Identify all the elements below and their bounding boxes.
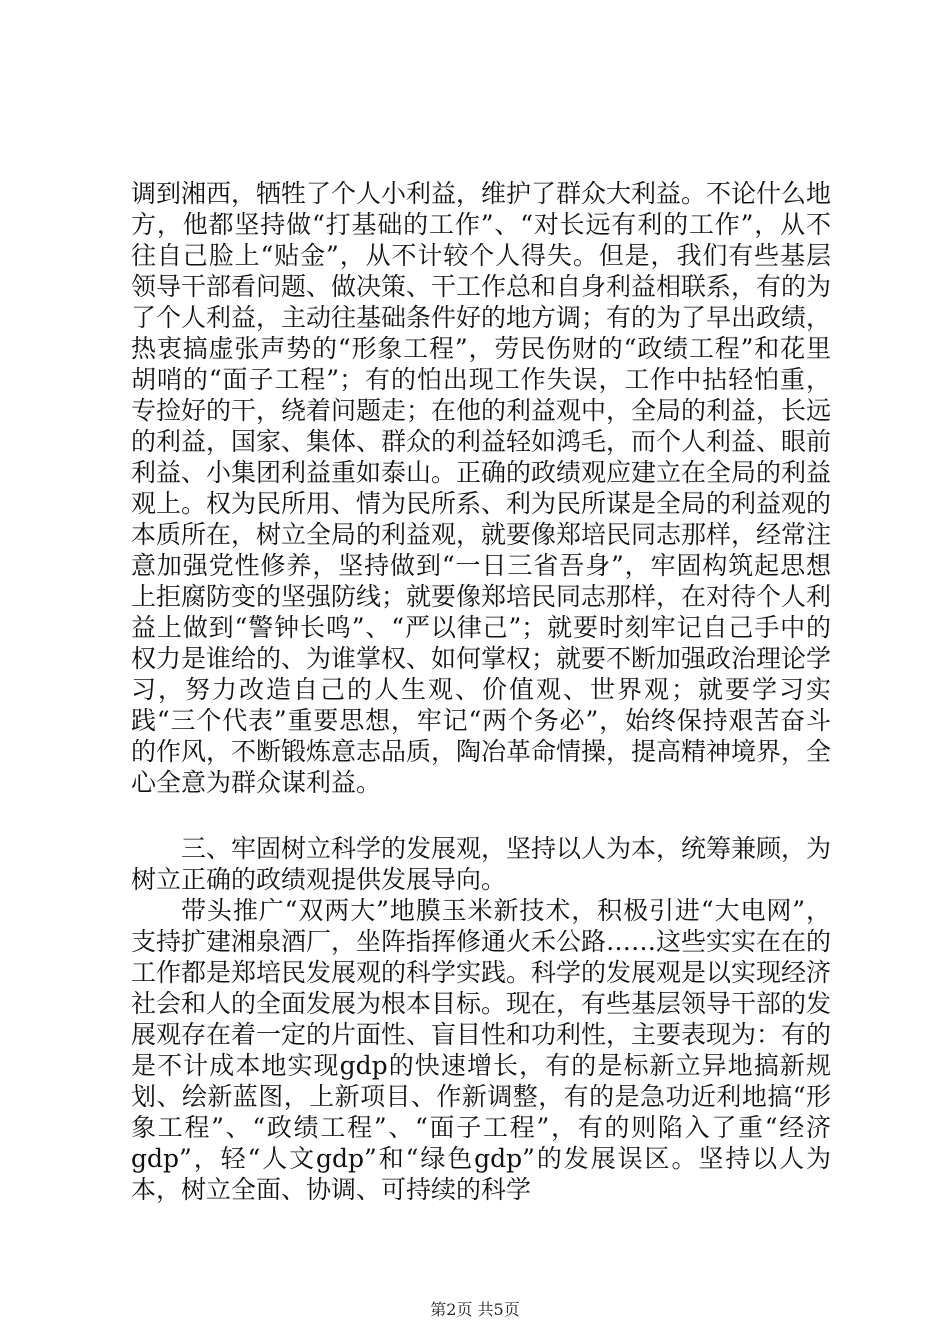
page-footer: 第2页 共5页 (430, 1300, 520, 1319)
paragraph-continued: 调到湘西，牺牲了个人小利益，维护了群众大利益。不论什么地方，他都坚持做“打基础的工作”、“对长远有利的工作”，从不往自己脸上“贴金”，从不计较个人得失。但是，我们有些基层领导干部看问题、做决策、干工作总和自身利益相联系，有的为了个人利益，主动往基础条件好的地方调；有的为了早出政绩，热衷搞虚张声势的“形象工程”，劳民伤财的“政绩工程”和花里胡哨的“面子工程”；有的怕出现工作失误，工作中拈轻怕重，专捡好的干，绕着问题走；在他的利益观中，全局的利益，长远的利益，国家、集体、群众的利益轻如鸿毛，而个人利益、眼前利益、小集团利益重如泰山。正确的政绩观应建立在全局的利益观上。权为民所用、情为民所系、利为民所谋是全局的利益观的本质所在，树立全局的利益观，就要像郑培民同志那样，经常注意加强党性修养，坚持做到“一日三省吾身”，牢固构筑起思想上拒腐防变的坚强防线；就要像郑培民同志那样，在对待个人利益上做到“警钟长鸣”、“严以律己”；就要时刻牢记自己手中的权力是谁给的、为谁掌权、如何掌权；就要不断加强政治理论学习，努力改造自己的人生观、价值观、世界观；就要学习实践“三个代表”重要思想，牢记“两个务必”，始终保持艰苦奋斗的作风，不断锻炼意志品质，陶冶革命情操，提高精神境界，全心全意为群众谋利益。 (131, 179, 832, 797)
section-heading-three: 三、牢固树立科学的发展观，坚持以人为本，统筹兼顾，为树立正确的政绩观提供发展导向。 (131, 834, 832, 894)
document-body (131, 178, 831, 1205)
paragraph-development: 带头推广“双两大”地膜玉米新技术，积极引进“大电网”，支持扩建湘泉酒厂，坐阵指挥修通火禾公路……这些实实在在的工作都是郑培民发展观的科学实践。科学的发展观是以实现经济社会和人的全面发展为根本目标。现在，有些基层领导干部的发展观存在着一定的片面性、盲目性和功利性，主要表现为：有的是不计成本地实现gdp的快速增长，有的是标新立异地搞新规划、绘新蓝图，上新项目、作新调整，有的是急功近利地搞“形象工程”、“政绩工程”、“面子工程”，有的则陷入了重“经济gdp”，轻“人文gdp”和“绿色gdp”的发展误区。坚持以人为本，树立全面、协调、可持续的科学 (131, 896, 832, 1204)
